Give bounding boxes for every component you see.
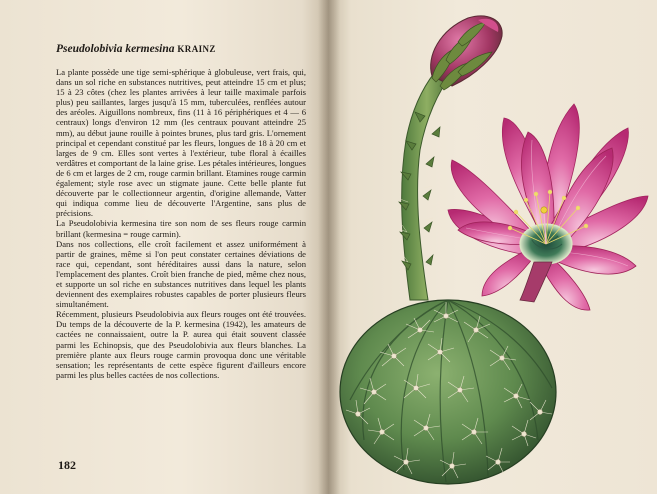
- cactus-illustration: [328, 0, 657, 494]
- text-column: [56, 42, 306, 380]
- paragraph-description: La plante possède une tige semi-sphérique à globuleuse, vert frais, qui, dans un sol riche en substances nutritives, peut atteindre 15 cm et plus; 15 à 23 côtes (chez les plantes arrivées à leur taille maximale parfois plus) peu saillantes, larges jusqu'à 15 mm, tuberculées, renflées autour des aréoles. Aiguillons nombreux, fins (11 à 16 périphériques et 4 — 6 centraux) longs d'environ 12 mm (les centraux pouvant atteindre 25 mm), au début jaune rouille à pointes brunes, plus tard gris. L'ornement principal et cependant constitué par les fleurs, longues de 18 à 20 cm et larges de 9 cm. Elles sont vertes à l'extérieur, tube floral à écailles verdâtres et comportant de la laine grise. Les pétales intérieures, longues de 6 cm et larges de 2 cm, rouge carmin brillant. Etamines rouge carmin également; style rose avec un stigmate jaune. Cette belle plante fut découverte par le collectionneur argentin, d'origine allemande, Vatter qui indiqua comme lieu de découverte l'Argentine, sans plus de précisions.: [56, 67, 306, 219]
- paragraph-history: Récemment, plusieurs Pseudolobivia aux fleurs rouges ont été trouvées. Du temps de la découverte de la P. kermesina (1942), les amateurs de cactées ne connaissaient, outre la P. aurea qui était souvent classée parmi les Echinopsis, que des Pseudolobivia aux fleurs blanches. La première plante aux fleurs rouge carmin provoqua donc une véritable sensation; les représentants de cette espèce figurent d'ailleurs encore parmi les plus belles cactées de nos collections.: [56, 309, 306, 380]
- flower-bud: [431, 16, 503, 90]
- paragraph-cultivation: Dans nos collections, elle croît facilement et assez uniformément à partir de graines, même si l'on peut constater certaines déviations de race qui, cependant, sont héréditaires aussi dans la nature, selon l'emplacement des plantes. Croît bien franche de pied, même chez nous, et supporte un sol riche en substances nutritives dans lequel les plants deviennent des exemplaires robustes capables de porter plusieurs fleurs simultanément.: [56, 238, 306, 310]
- stigma: [541, 207, 547, 213]
- left-page: [0, 0, 328, 494]
- paragraph-etymology: La Pseudolobivia kermesina tire son nom de ses fleurs rouge carmin brillant (kermesina = rouge carmin).: [56, 218, 306, 239]
- species-author: KRAINZ: [177, 44, 216, 54]
- cactus-body: [340, 300, 556, 484]
- bud-stem: [399, 66, 452, 300]
- book-gutter: [318, 0, 340, 494]
- page-number: 182: [58, 458, 76, 472]
- species-name: Pseudolobivia kermesina: [56, 43, 175, 55]
- magenta-flower: [448, 104, 648, 310]
- right-page: [328, 0, 657, 494]
- species-title: [56, 42, 306, 56]
